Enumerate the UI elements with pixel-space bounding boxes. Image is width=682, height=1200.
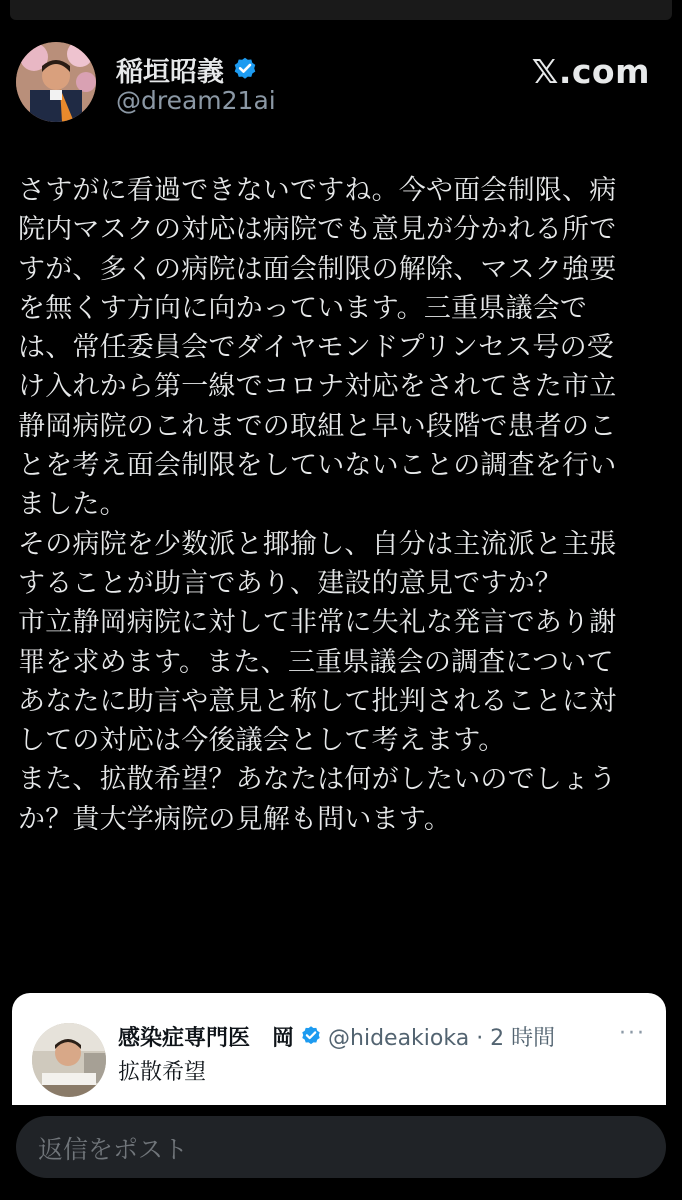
quoted-handle-time[interactable]: @hideakioka · 2 時間 bbox=[328, 1026, 556, 1051]
quoted-post-text: 拡散希望 bbox=[118, 1060, 207, 1085]
author-display-name[interactable]: 稲垣昭義 bbox=[116, 57, 224, 88]
quoted-avatar-image bbox=[32, 1023, 106, 1097]
quoted-author-avatar[interactable] bbox=[32, 1023, 106, 1097]
verified-badge-icon bbox=[232, 55, 258, 85]
quoted-name-row bbox=[118, 1021, 555, 1052]
quoted-verified-badge-icon bbox=[300, 1024, 322, 1050]
status-bar bbox=[0, 0, 682, 22]
quoted-display-name[interactable]: 感染症専門医 岡 bbox=[118, 1026, 295, 1051]
reply-input[interactable] bbox=[16, 1116, 666, 1178]
quoted-post-card[interactable] bbox=[12, 993, 666, 1105]
author-avatar[interactable] bbox=[16, 42, 96, 122]
post-text: さすがに看過できないですね。今や面会制限、病 院内マスクの対応は病院でも意見が分かれる所で すが、多くの病院は面会制限の解除、マスク強要 を無くす方向に向かっています。三重県議会で は、常任委員会でダイヤモンドプリンセス号の受 け入れから第一線でコロナ対応をされてきた市立 静岡病院のこれまでの取組と早い段階で患者のこ とを考え面会制限をしていないことの調査を行い ました。 その病院を少数派と揶揄し、自分は主流派と主張 することが助言であり、建設的意見ですか？ 市立静岡病院に対して非常に失礼な発言であり謝 罪を求めます。また、三重県議会の調査について あなたに助言や意見と称して批判されることに対 しての対応は今後議会として考えます。 また、拡散希望？あなたは何がしたいのでしょう か？貴大学病院の見解も問います。 bbox=[18, 175, 617, 835]
reply-placeholder: 返信をポスト bbox=[38, 1135, 189, 1164]
x-com-logo[interactable]: 𝕏.com bbox=[531, 52, 650, 91]
author-avatar-image bbox=[16, 42, 96, 122]
author-name-row bbox=[116, 50, 258, 89]
more-options-icon[interactable]: ··· bbox=[619, 1021, 646, 1046]
author-handle[interactable]: @dream21ai bbox=[116, 86, 276, 115]
top-strip bbox=[10, 0, 672, 20]
